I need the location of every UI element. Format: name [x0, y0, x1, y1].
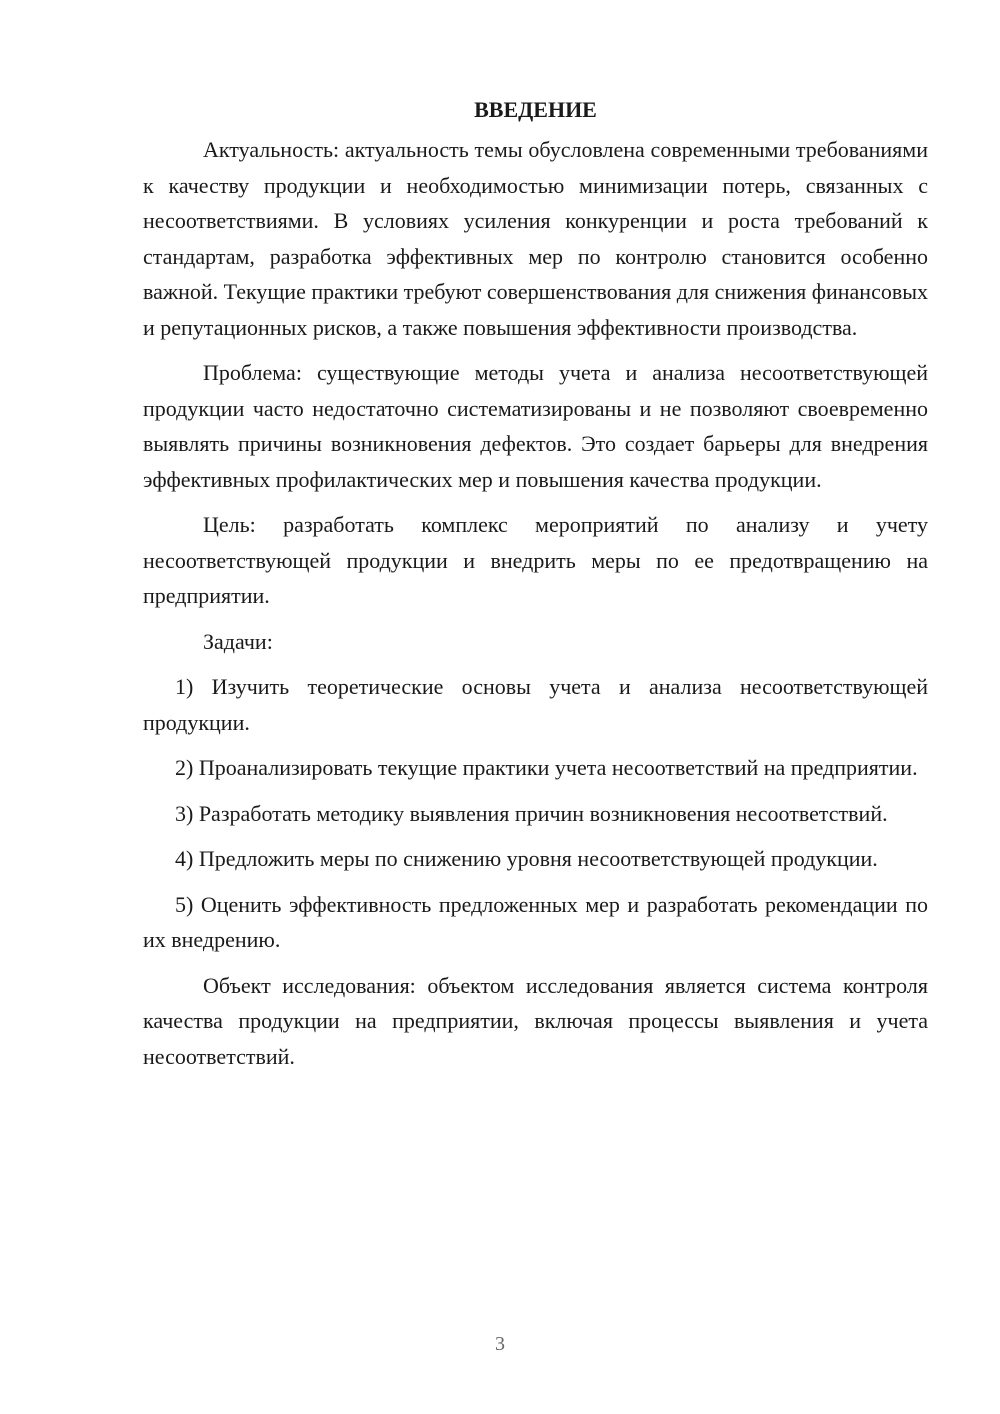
document-page [143, 92, 928, 1084]
task-item-5: 5) Оценить эффективность предложенных мер и разработать рекомендации по их внедрению. [143, 891, 928, 952]
goal-paragraph: Цель: разработать комплекс мероприятий по анализу и учету несоответствующей продукции и внедрить меры по ее предотвращению на предприятии. [143, 512, 928, 608]
relevance-paragraph: Актуальность: актуальность темы обусловлена современными требованиями к качеству продукции и необходимостью минимизации потерь, связанных с несоответствиями. В условиях усиления конкуренции и роста требований к стандартам, разработка эффективных мер по контролю становится особенно важной. Текущие практики требуют совершенствования для снижения финансовых и репутационных рисков, а также повышения эффективности производства. [143, 137, 929, 340]
task-item-1: 1) Изучить теоретические основы учета и анализа несоответствующей продукции. [143, 674, 928, 735]
tasks-label: Задачи: [203, 628, 273, 654]
section-title: ВВЕДЕНИЕ [474, 97, 597, 122]
task-item-2: 2) Проанализировать текущие практики учета несоответствий на предприятии. [175, 755, 918, 780]
object-paragraph: Объект исследования: объектом исследования является система контроля качества продукции на предприятии, включая процессы выявления и учета несоответствий. [143, 972, 928, 1069]
task-item-4: 4) Предложить меры по снижению уровня несоответствующей продукции. [175, 846, 878, 871]
problem-paragraph: Проблема: существующие методы учета и анализа несоответствующей продукции часто недостаточно систематизированы и не позволяют своевременно выявлять причины возникновения дефектов. Это создает барьеры для внедрения эффективных профилактических мер и повышения качества продукции. [143, 360, 928, 492]
task-item-3: 3) Разработать методику выявления причин возникновения несоответствий. [175, 800, 888, 826]
page-number: 3 [495, 1333, 505, 1355]
